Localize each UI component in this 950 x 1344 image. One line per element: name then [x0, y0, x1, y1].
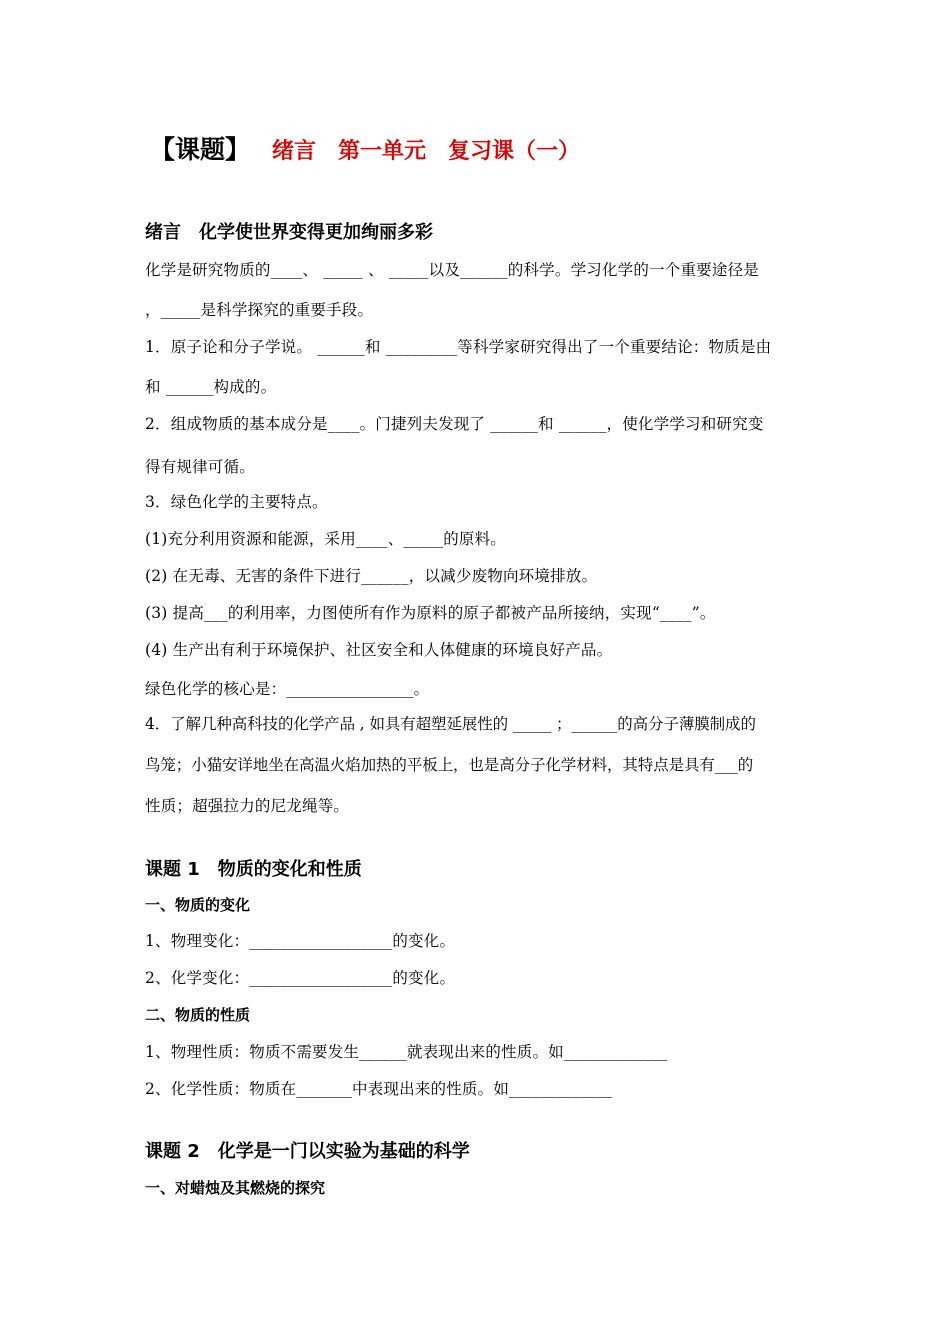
lesson1-subheading-changes: 一、物质的变化: [145, 896, 251, 914]
title-bracket: 【课题】: [150, 135, 251, 164]
intro-line: 性质；超强拉力的尼龙绳等。: [145, 797, 350, 815]
lesson1-line: 2、化学性质：物质在_______中表现出来的性质。如_____________: [145, 1080, 613, 1098]
intro-line: (4) 生产出有利于环境保护、社区安全和人体健康的环境良好产品。: [145, 641, 613, 659]
intro-line: 4．了解几种高科技的化学产品 , 如具有超塑延展性的 _____ ；______的高分子薄膜制成的: [145, 715, 756, 733]
intro-line: 化学是研究物质的____、 _____ 、 _____以及______的科学。学习化学的一个重要途径是: [145, 261, 759, 279]
intro-line: 2．组成物质的基本成分是____。门捷列夫发现了 ______和 ______，使化学学习和研究变: [145, 415, 764, 433]
intro-line: 得有规律可循。: [145, 458, 255, 476]
lesson1-line: 1、物理变化：__________________的变化。: [145, 932, 456, 950]
intro-line: ，_____是科学探究的重要手段。: [145, 301, 374, 319]
lesson1-line: 2、化学变化：__________________的变化。: [145, 969, 456, 987]
intro-line: (2) 在无毒、无害的条件下进行______，以减少废物向环境排放。: [145, 567, 598, 585]
intro-heading: 绪言 化学使世界变得更加绚丽多彩: [145, 222, 433, 243]
lesson1-line: 1、物理性质：物质不需要发生______就表现出来的性质。如_____________: [145, 1043, 668, 1061]
intro-line: 1．原子论和分子学说。 ______和 _________等科学家研究得出了一个重要结论：物质是由: [145, 338, 772, 356]
intro-line: 绿色化学的核心是：________________。: [145, 680, 430, 698]
intro-line: (3) 提高___的利用率，力图使所有作为原料的原子都被产品所接纳，实现“____”。: [145, 604, 716, 622]
intro-line: (1)充分利用资源和能源，采用____、_____的原料。: [145, 530, 507, 548]
lesson1-heading: 课题 1 物质的变化和性质: [145, 859, 362, 880]
lesson1-subheading-properties: 二、物质的性质: [145, 1006, 251, 1024]
title-main: 绪言 第一单元 复习课（一）: [272, 139, 581, 164]
intro-line: 和 ______构成的。: [145, 378, 277, 396]
lesson2-heading: 课题 2 化学是一门以实验为基础的科学: [145, 1141, 470, 1162]
intro-line: 鸟笼；小猫安详地坐在高温火焰加热的平板上，也是高分子化学材料，其特点是具有___的: [145, 756, 754, 774]
lesson2-subheading: 一、对蜡烛及其燃烧的探究: [145, 1179, 326, 1197]
intro-line: 3．绿色化学的主要特点。: [145, 493, 328, 511]
page-title: [150, 130, 580, 166]
